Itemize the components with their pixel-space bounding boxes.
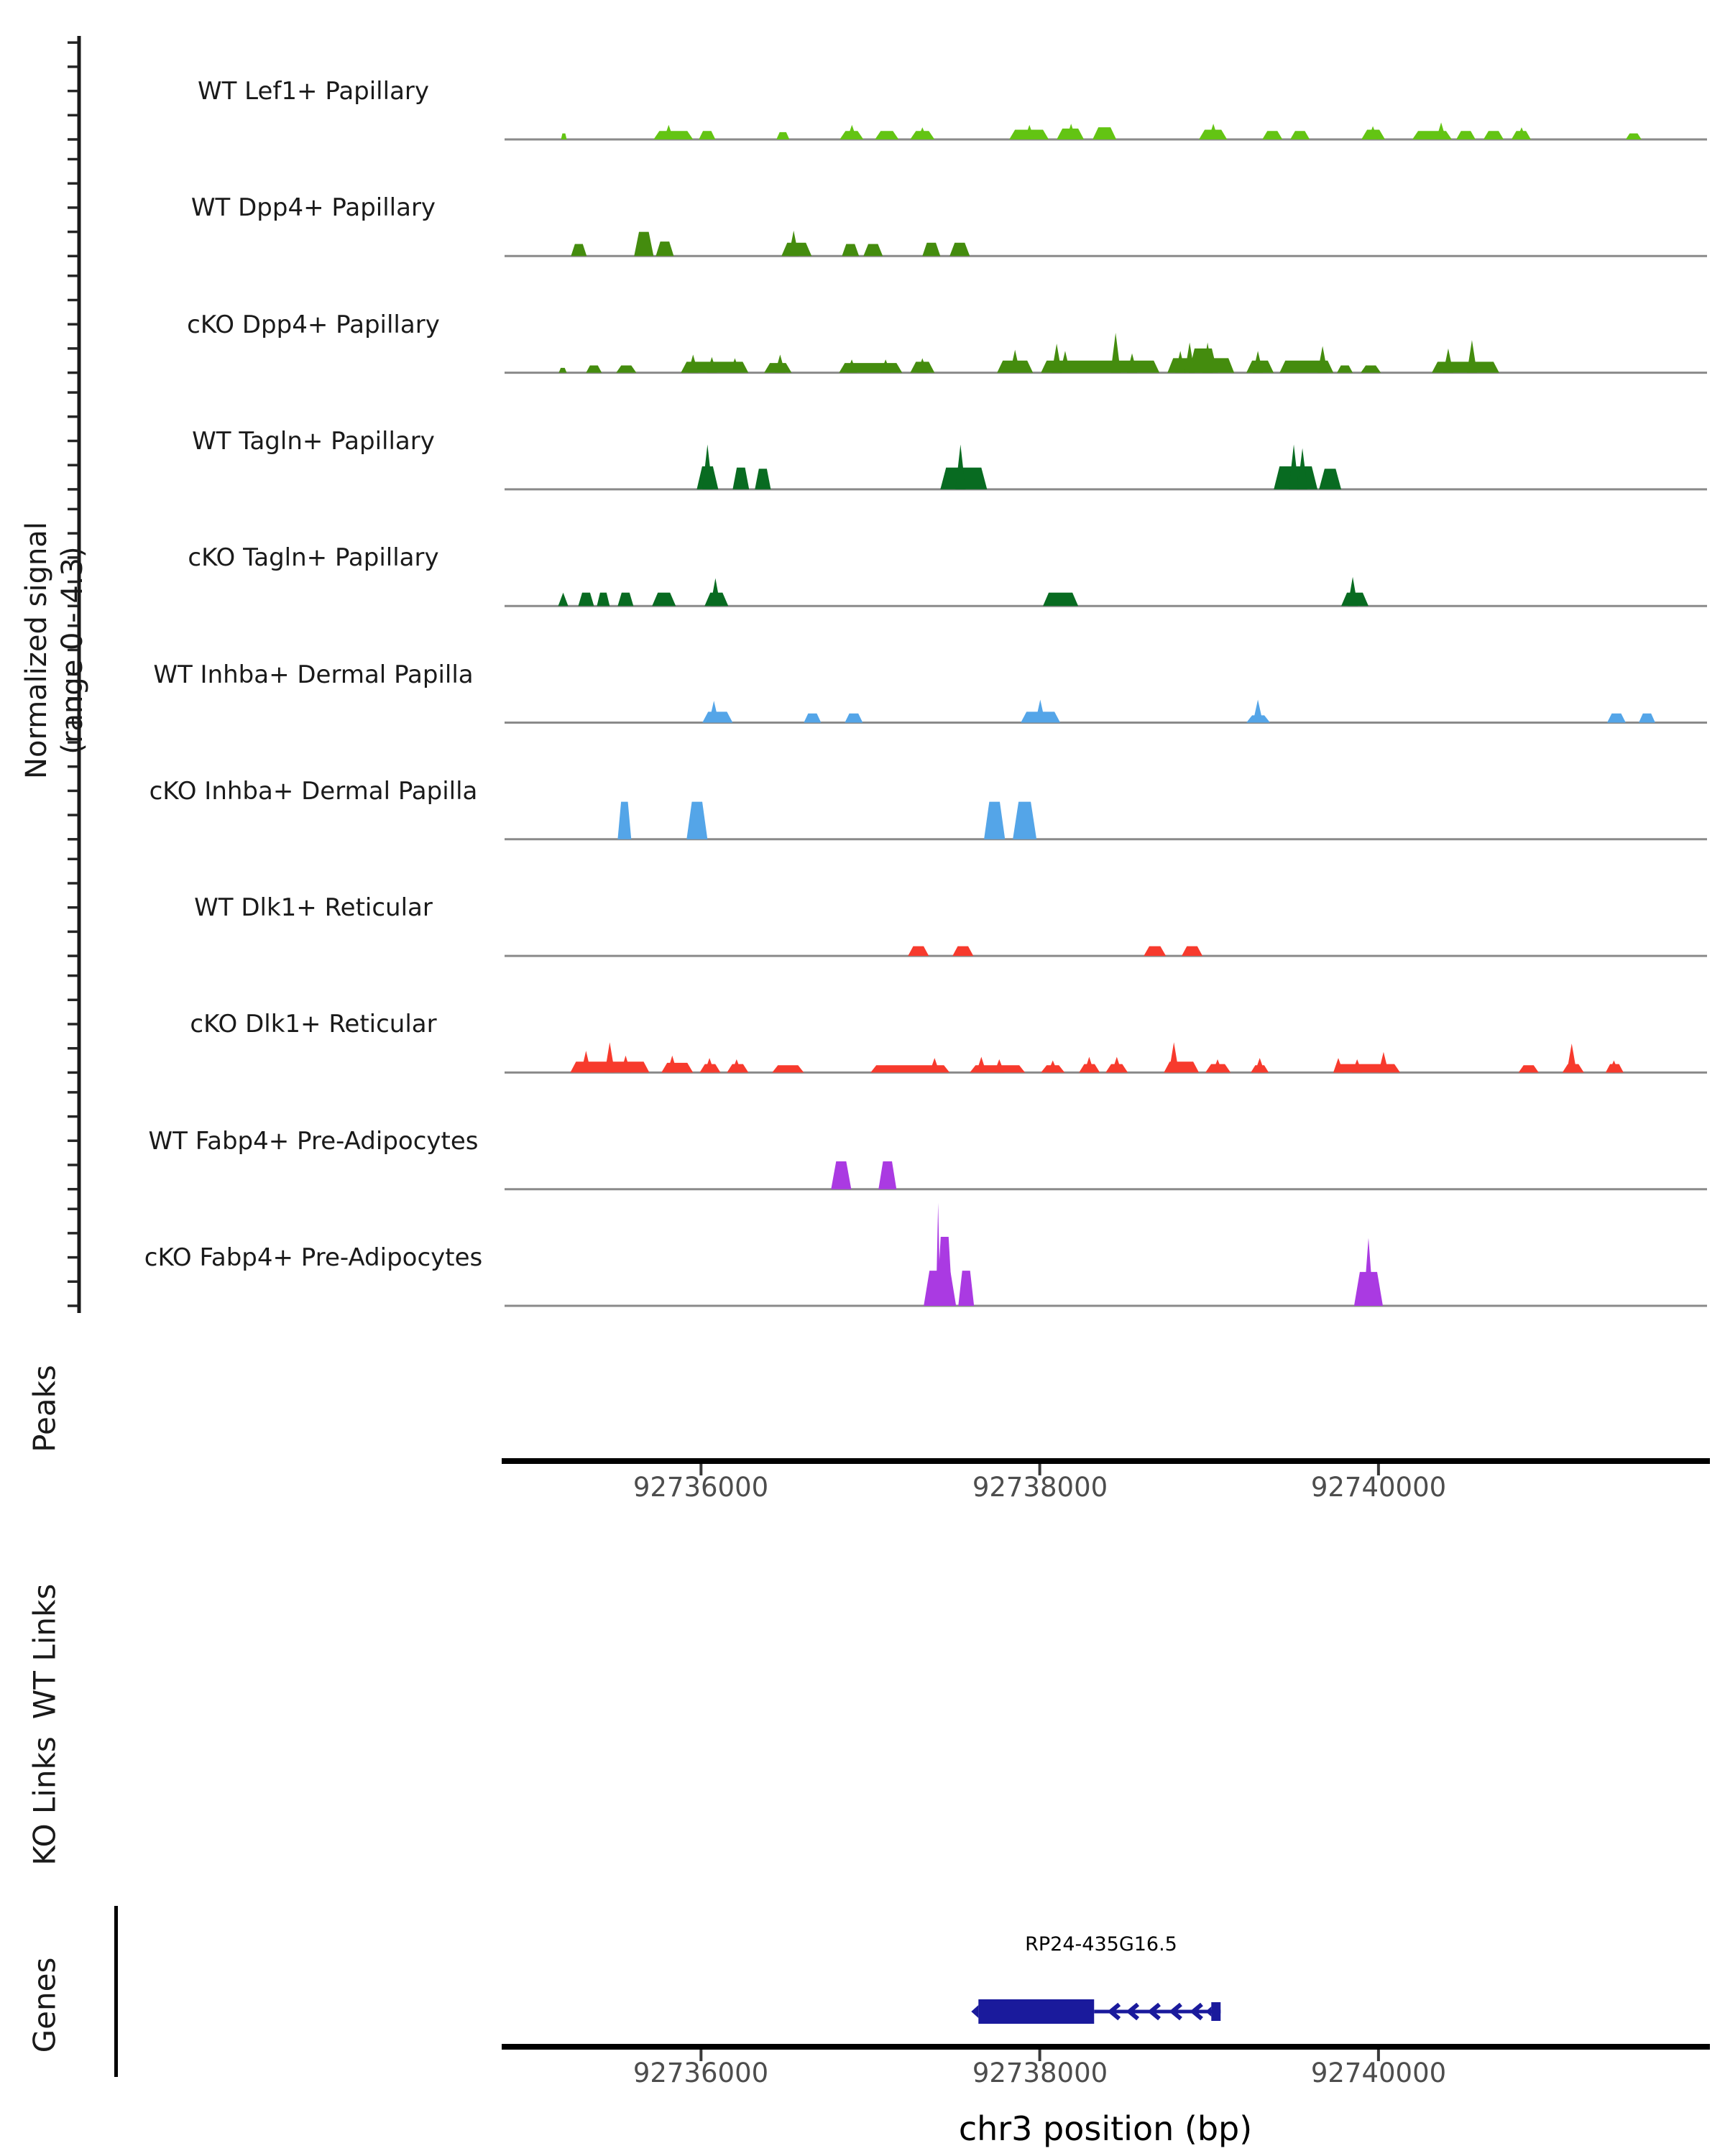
section-label-ko-links: KO Links xyxy=(27,1736,63,1866)
signal-peak xyxy=(1361,365,1381,372)
section-label-genes: Genes xyxy=(27,1957,63,2053)
signal-peak xyxy=(922,243,940,257)
signal-peak xyxy=(653,131,693,139)
peaks-axis-tick-label-0: 92736000 xyxy=(632,1472,769,1503)
signal-peak xyxy=(652,593,676,607)
signal-peak xyxy=(1319,469,1341,489)
signal-peak xyxy=(878,1161,896,1189)
genomic-axis-line xyxy=(502,1458,1710,1464)
x-axis-title: chr3 position (bp) xyxy=(958,2109,1253,2148)
signal-peak xyxy=(579,593,594,607)
signal-peak xyxy=(1337,365,1353,372)
signal-peak xyxy=(1092,127,1116,139)
signal-spike xyxy=(1379,1052,1389,1073)
signal-peak xyxy=(656,241,673,256)
signal-peak xyxy=(561,134,566,139)
signal-peak xyxy=(1333,1064,1400,1073)
signal-spike xyxy=(1443,349,1453,373)
signal-peak xyxy=(1412,131,1452,139)
track-label: WT Tagln+ Papillary xyxy=(192,426,435,456)
signal-peak xyxy=(1484,131,1504,139)
bottom-axis-tick-label-2: 92740000 xyxy=(1310,2058,1447,2088)
signal-spike xyxy=(1110,333,1121,373)
signal-peak xyxy=(1626,134,1642,139)
signal-peak xyxy=(831,1161,851,1189)
signal-spike xyxy=(1169,1042,1179,1072)
signal-peak xyxy=(732,468,749,489)
peaks-axis-tick-label-1: 92738000 xyxy=(972,1472,1108,1503)
genomic-axis-line xyxy=(502,2044,1710,2050)
signal-peak xyxy=(617,593,633,607)
signal-peak xyxy=(558,368,566,373)
signal-peak xyxy=(617,802,631,839)
signal-peak xyxy=(661,1063,693,1072)
signal-peak xyxy=(616,365,636,372)
section-label-wt-links: WT Links xyxy=(27,1583,63,1720)
track-label: WT Inhba+ Dermal Papilla xyxy=(153,660,474,689)
gene-exon-body xyxy=(978,1999,1094,2024)
signal-spike xyxy=(1348,577,1358,606)
y-axis-label-line2: (range 0 - 4.3) xyxy=(56,546,89,755)
signal-peak xyxy=(949,243,970,257)
track-label: WT Dlk1+ Reticular xyxy=(194,893,433,923)
section-label-peaks: Peaks xyxy=(27,1365,63,1452)
signal-peak xyxy=(1456,131,1476,139)
signal-spike xyxy=(558,593,569,607)
signal-spike xyxy=(955,445,965,489)
signal-peak xyxy=(1144,946,1166,956)
track-label: cKO Inhba+ Dermal Papilla xyxy=(149,776,478,806)
signal-peak xyxy=(984,802,1005,839)
signal-spike xyxy=(1035,699,1045,722)
track-label: cKO Dpp4+ Papillary xyxy=(187,310,440,339)
signal-peak xyxy=(804,714,821,723)
signal-peak xyxy=(875,131,898,139)
signal-peak xyxy=(958,1271,974,1306)
signal-peak xyxy=(1290,131,1310,139)
signal-spike xyxy=(936,1203,940,1306)
signal-peak xyxy=(686,802,707,839)
y-axis-label-line1: Normalized signal xyxy=(20,522,53,779)
track-label: WT Fabp4+ Pre-Adipocytes xyxy=(148,1126,479,1156)
signal-peak xyxy=(776,132,789,139)
signal-peak xyxy=(1013,802,1036,839)
signal-peak xyxy=(634,232,653,257)
signal-peak xyxy=(1639,714,1655,723)
track-label: cKO Fabp4+ Pre-Adipocytes xyxy=(144,1243,483,1272)
gene-terminal-exon xyxy=(1211,2002,1220,2021)
signal-peak xyxy=(755,469,770,489)
signal-peak xyxy=(597,593,610,607)
signal-spike xyxy=(1052,344,1062,372)
signal-peak xyxy=(842,244,859,256)
signal-peak xyxy=(845,714,862,723)
track-label: cKO Tagln+ Papillary xyxy=(188,543,439,573)
signal-peak xyxy=(1432,361,1499,372)
track-label: cKO Dlk1+ Reticular xyxy=(190,1010,437,1039)
signal-peak xyxy=(863,244,883,256)
signal-peak xyxy=(1182,946,1202,956)
signal-peak xyxy=(1607,714,1626,723)
signal-spike xyxy=(976,1056,986,1072)
genes-section-spine xyxy=(114,1906,118,2077)
peaks-axis-tick-label-2: 92740000 xyxy=(1310,1472,1447,1503)
signal-spike xyxy=(1253,699,1263,722)
signal-spike xyxy=(1567,1044,1577,1072)
signal-peak xyxy=(952,946,973,956)
track-label: WT Lef1+ Papillary xyxy=(197,77,430,106)
signal-spike xyxy=(1467,340,1477,372)
signal-peak xyxy=(772,1065,804,1072)
signal-peak xyxy=(586,365,602,372)
signal-spike xyxy=(710,578,720,606)
gene-terminal-tip xyxy=(1205,2007,1211,2017)
signal-peak xyxy=(1262,131,1282,139)
gene-left-tip xyxy=(971,2005,978,2018)
signal-peak xyxy=(699,131,715,139)
signal-peak xyxy=(908,946,929,956)
signal-peak xyxy=(571,244,586,256)
signal-peak xyxy=(1519,1065,1539,1072)
signal-spike xyxy=(604,1042,615,1072)
track-label: WT Dpp4+ Papillary xyxy=(190,193,436,223)
bottom-axis-tick-label-0: 92736000 xyxy=(632,2058,769,2088)
signal-spike xyxy=(709,701,719,722)
bottom-axis-tick-label-1: 92738000 xyxy=(972,2058,1108,2088)
signal-peak xyxy=(1043,593,1078,607)
gene-name-label: RP24-435G16.5 xyxy=(1025,1933,1177,1955)
signal-spike xyxy=(1317,346,1328,373)
